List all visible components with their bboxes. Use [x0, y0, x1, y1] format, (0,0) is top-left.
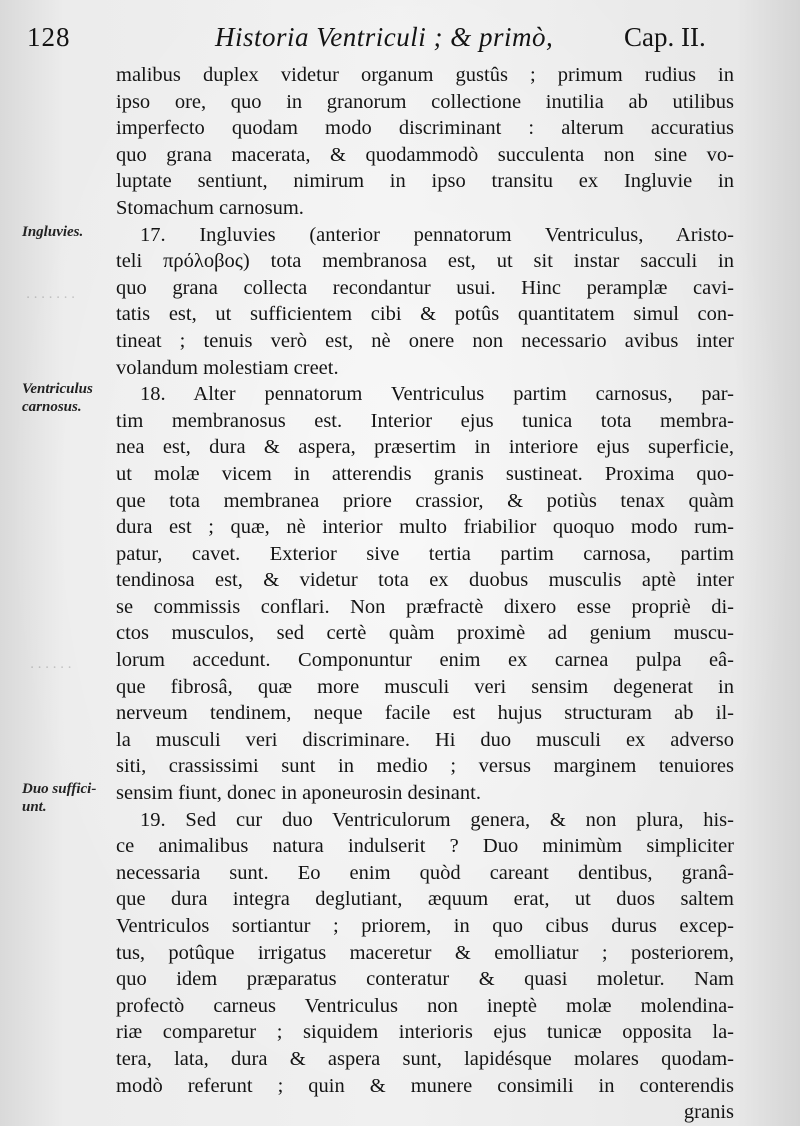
text-line: tera, lata, dura & aspera sunt, lapidésque molares quodam-	[116, 1047, 734, 1070]
text-line: Stomachum carnosum.	[116, 196, 304, 219]
text-line: ctos musculos, sed certè quàm proximè ad genium muscu-	[116, 622, 734, 645]
text-line: riæ comparetur ; siquidem interioris ejus tunicæ opposita la-	[116, 1021, 734, 1044]
text-line: quo grana macerata, & quodammodò succulenta non sine vo-	[116, 143, 734, 166]
text-line: 19. Sed cur duo Ventriculorum genera, & non plura, his-	[140, 808, 734, 831]
text-line: volandum molestiam creet.	[116, 356, 339, 379]
page-number: 128	[27, 22, 71, 52]
text-line: tendinosa est, & videtur tota ex duobus musculis aptè inter	[116, 569, 734, 592]
text-line: sensim fiunt, donec in aponeurosin desinant.	[116, 782, 481, 805]
text-line: nerveum tendinem, neque facile est hujus structuram ab il-	[116, 702, 734, 725]
text-line: que tota membranea priore crassior, & potiùs tenax quàm	[116, 489, 734, 512]
margin-note-ventriculus: Ventriculus carnosus.	[22, 381, 93, 415]
catchword: granis	[683, 1101, 734, 1124]
text-line: tatis est, ut sufficientem cibi & potûs quantitatem simul con-	[116, 303, 734, 326]
body-text	[116, 62, 734, 1126]
text-line: 18. Alter pennatorum Ventriculus partim carnosus, par-	[140, 383, 734, 406]
bleed-through-text: · · · · · · ·	[26, 290, 75, 306]
text-line: dura est ; quæ, nè interior multo friabilior quoquo modo rum-	[116, 516, 734, 539]
chapter-label: Cap. II.	[624, 22, 706, 52]
text-line: ut molæ vicem in atterendis granis sustineat. Proxima quo-	[116, 462, 734, 485]
text-line: la musculi veri discriminare. Hi duo musculi ex adverso	[116, 728, 734, 751]
text-line: patur, cavet. Exterior sive tertia partim carnosa, partim	[116, 542, 734, 565]
text-line: que dura integra deglutiant, æquum erat, ut duos saltem	[116, 888, 734, 911]
text-line: Ventriculos sortiantur ; priorem, in quo cibus durus excep-	[116, 915, 734, 937]
text-line: quo grana collecta recondantur usui. Hinc peramplæ cavi-	[116, 276, 734, 299]
text-line: nea est, dura & aspera, præsertim in interiore ejus superficie,	[116, 436, 734, 459]
text-line: que fibrosâ, quæ more musculi veri sensim degenerat in	[116, 675, 734, 698]
text-line: modò referunt ; quin & munere consimili in conterendis	[116, 1074, 734, 1097]
text-line: quo idem præparatus conteratur & quasi moletur. Nam	[116, 968, 734, 991]
text-line: imperfecto quodam modo discriminant : alterum accuratius	[116, 117, 734, 140]
running-title: Historia Ventriculi ; & primò,	[215, 22, 554, 52]
text-line: siti, crassissimi sunt in medio ; versus marginem tenuiores	[116, 755, 734, 778]
text-line: tus, potûque irrigatus maceretur & emolliatur ; posteriorem,	[116, 941, 734, 964]
text-line: ce animalibus natura indulserit ? Duo minimùm simpliciter	[116, 835, 734, 858]
text-line: necessaria sunt. Eo enim quòd careant dentibus, granâ-	[116, 861, 734, 884]
text-line: ipso ore, quo in granorum collectione inutilia ab utilibus	[116, 90, 734, 113]
margin-note-duo: Duo suffici- unt.	[22, 781, 97, 815]
text-line: malibus duplex videtur organum gustûs ; primum rudius in	[116, 64, 734, 86]
bleed-through-text: · · · · · ·	[30, 660, 72, 676]
text-line: lorum accedunt. Componuntur enim ex carnea pulpa eâ-	[116, 649, 734, 672]
text-line: luptate sentiunt, nimirum in ipso transitu ex Ingluvie in	[116, 170, 734, 193]
text-line: tim membranosus est. Interior ejus tunica tota membra-	[116, 409, 734, 432]
text-line: profectò carneus Ventriculus non ineptè molæ molendina-	[116, 994, 734, 1017]
text-line: se commissis conflari. Non præfractè dixero esse propriè di-	[116, 595, 734, 618]
margin-note-ingluvies: Ingluvies.	[22, 224, 84, 240]
text-line: teli πρόλοβος) tota membranosa est, ut sit instar sacculi in	[116, 250, 734, 273]
text-line: tineat ; tenuis verò est, nè onere non necessario avibus inter	[116, 329, 734, 352]
text-line: 17. Ingluvies (anterior pennatorum Ventriculus, Aristo-	[140, 223, 734, 246]
